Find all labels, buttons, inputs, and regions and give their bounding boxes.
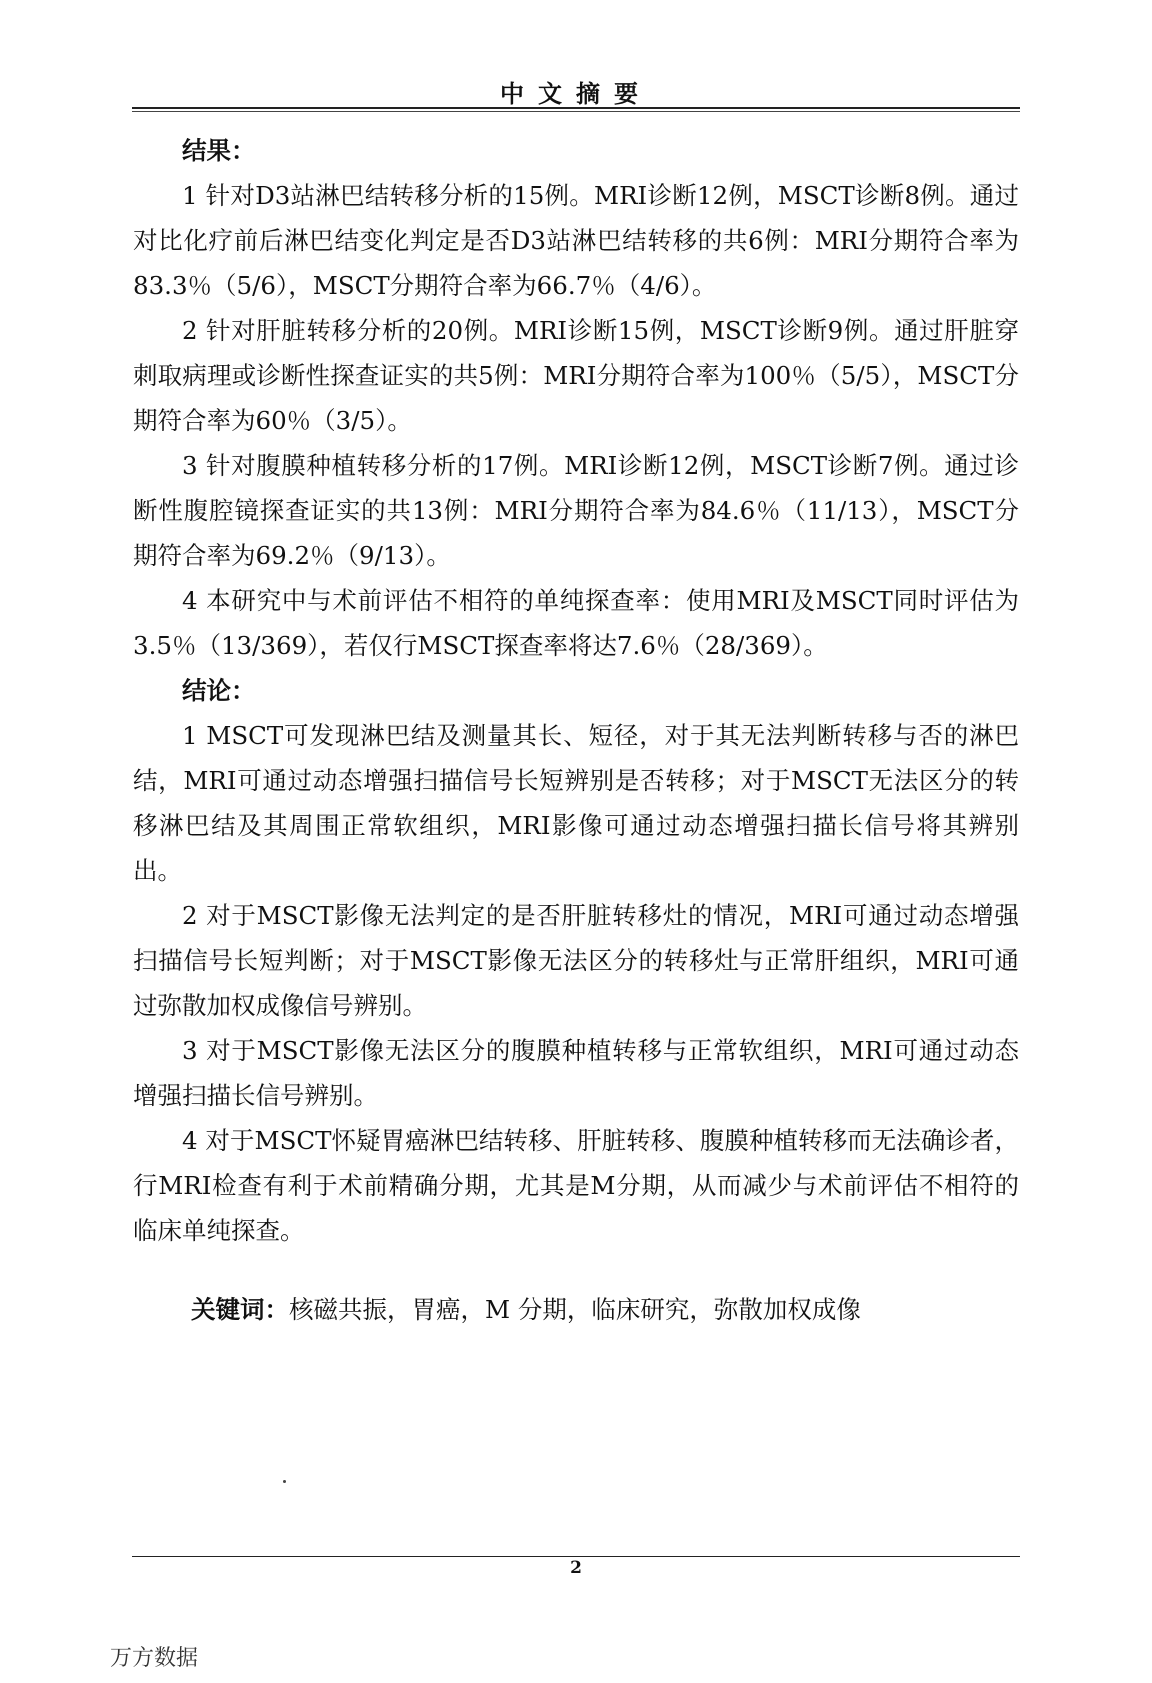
results-heading: 结果：	[182, 136, 256, 165]
conclusions-item-1: 1 MSCT可发现淋巴结及测量其长、短径，对于其无法判断转移与否的淋巴结，MRI可通过动态增强扫描信号长短辨别是否转移；对于MSCT无法区分的转移淋巴结及其周围正常软组织，MRI影像可通过动态增强扫描长信号将其辨别出。	[133, 721, 1019, 885]
keywords-text: 核磁共振，胃癌，M 分期，临床研究，弥散加权成像	[289, 1295, 861, 1324]
conclusions-item-4: 4 对于MSCT怀疑胃癌淋巴结转移、肝脏转移、腹膜种植转移而无法确诊者，行MRI检查有利于术前精确分期，尤其是M分期，从而减少与术前评估不相符的临床单纯探查。	[133, 1126, 1019, 1245]
header-rule	[132, 107, 1020, 109]
conclusions-heading: 结论：	[182, 676, 256, 705]
abstract-body	[133, 128, 1019, 1253]
results-item-4: 4 本研究中与术前评估不相符的单纯探查率：使用MRI及MSCT同时评估为3.5％（13/369），若仅行MSCT探查率将达7.6％（28/369）。	[133, 586, 1019, 660]
conclusions-item-2: 2 对于MSCT影像无法判定的是否肝脏转移灶的情况，MRI可通过动态增强扫描信号长短判断；对于MSCT影像无法区分的转移灶与正常肝组织，MRI可通过弥散加权成像信号辨别。	[133, 901, 1019, 1020]
results-item-2: 2 针对肝脏转移分析的20例。MRI诊断15例，MSCT诊断9例。通过肝脏穿刺取病理或诊断性探查证实的共5例：MRI分期符合率为100％（5/5），MSCT分期符合率为60％（3/5）。	[133, 316, 1019, 435]
keywords-line	[191, 1290, 1021, 1330]
results-item-1: 1 针对D3站淋巴结转移分析的15例。MRI诊断12例，MSCT诊断8例。通过对比化疗前后淋巴结变化判定是否D3站淋巴结转移的共6例：MRI分期符合率为83.3％（5/6），MSCT分期符合率为66.7％（4/6）。	[133, 181, 1019, 300]
footer-rule	[132, 1556, 1020, 1557]
scan-speck	[283, 1480, 286, 1483]
conclusions-item-3: 3 对于MSCT影像无法区分的腹膜种植转移与正常软组织，MRI可通过动态增强扫描长信号辨别。	[133, 1036, 1019, 1110]
page-number: 2	[570, 1558, 582, 1578]
header-rule-thin	[132, 111, 1020, 112]
page-header-title: 中文摘要	[500, 80, 652, 108]
keywords-label: 关键词：	[191, 1295, 289, 1324]
results-item-3: 3 针对腹膜种植转移分析的17例。MRI诊断12例，MSCT诊断7例。通过诊断性腹腔镜探查证实的共13例：MRI分期符合率为84.6％（11/13），MSCT分期符合率为69.2％（9/13）。	[133, 451, 1019, 570]
watermark: 万方数据	[110, 1646, 199, 1671]
